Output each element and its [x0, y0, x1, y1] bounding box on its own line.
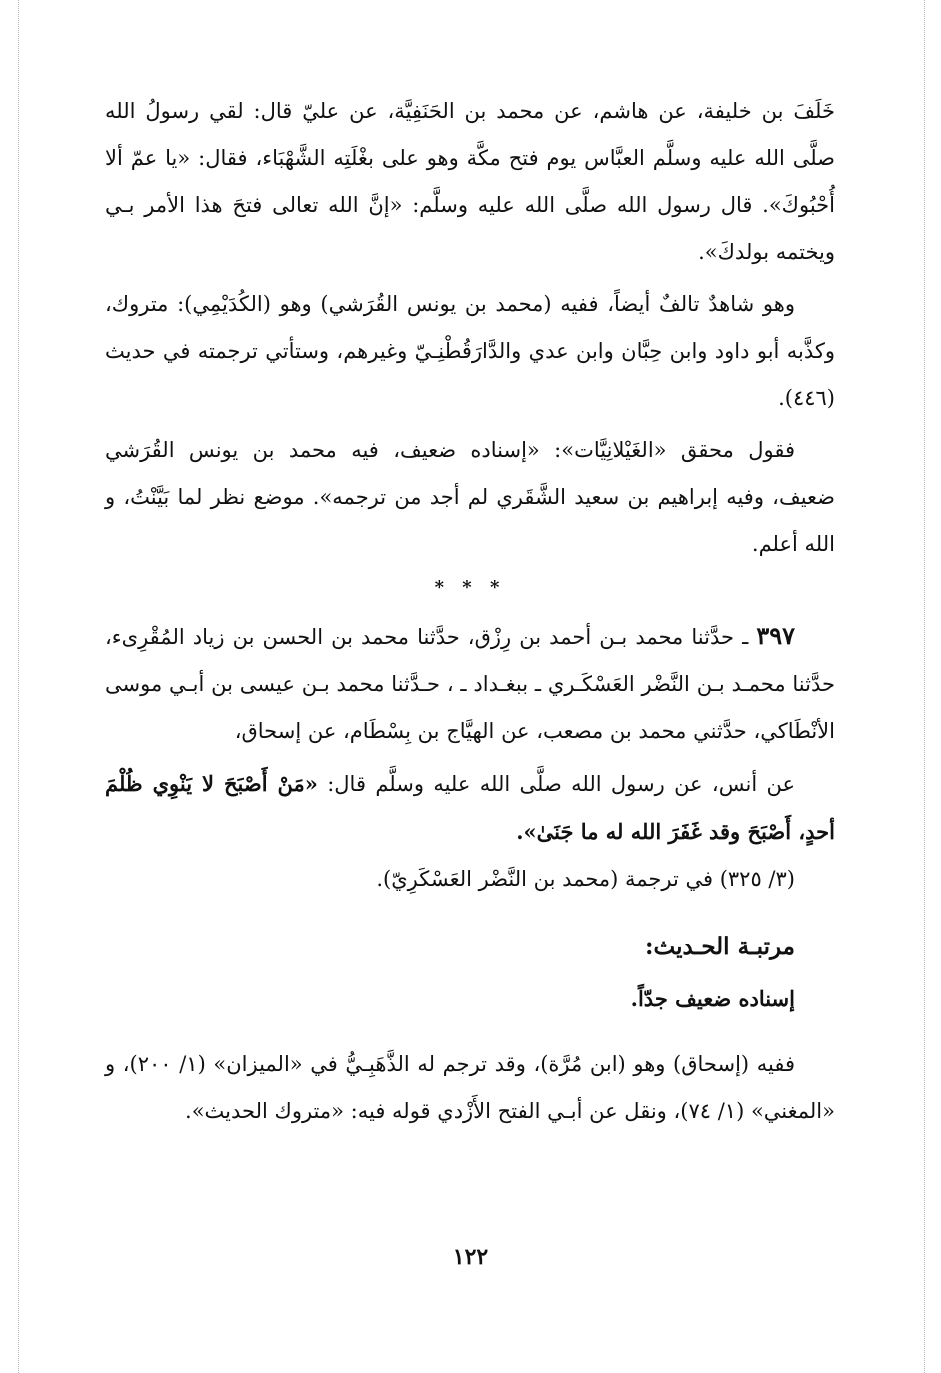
matn-text: «مَنْ أَصْبَحَ لا يَنْوِي ظُلْمَ أحدٍ، أَصْبَحَ وقد غَفَرَ الله له ما جَنَىٰ».	[105, 771, 835, 844]
page-number: ١٢٢	[452, 1244, 489, 1270]
paragraph-grade-explanation: ففيه (إسحاق) وهو (ابن مُرَّة)، وقد ترجم له الذَّهَبِـيُّ في «الميزان» (١/ ٢٠٠)، و «المغني» (١/ ٧٤)، ونقل عن أبـي الفتح الأَزْدي قوله فيه: «متروك الحديث».	[105, 1052, 835, 1123]
paragraph-hadith-isnad	[105, 612, 835, 755]
paragraph-source-reference: (٣/ ٣٢٥) في ترجمة (محمد بن النَّضْر العَسْكَرِيّ).	[376, 867, 795, 891]
paragraph-critique: فقول محقق «الغَيْلانِيَّات»: «إسناده ضعيف، فيه محمد بن يونس القُرَشي ضعيف، وفيه إبراهيم بن سعيد الشَّقَري لم أجد من ترجمه». موضع نظر لما بَيَّنْتُ، و الله أعلم.	[105, 438, 835, 556]
page-body	[105, 88, 835, 1135]
paragraph-hadith-matn	[105, 760, 835, 856]
hadith-number: ٣٩٧	[756, 621, 795, 650]
grade-statement: إسناده ضعيف جدّاً.	[630, 986, 795, 1011]
paragraph-commentary: وهو شاهدٌ تالفٌ أيضاً، ففيه (محمد بن يونس القُرَشي) وهو (الكُدَيْمِي): متروك، وكذَّبه أبو داود وابن حِبَّان وابن عدي والدَّارَقُطْنِـيّ وغيرهم، وستأتي ترجمته في حديث (٤٤٦).	[105, 292, 835, 410]
matn-intro: عن أنس، عن رسول الله صلَّى الله عليه وسلَّم قال:	[327, 772, 795, 796]
section-heading: مرتبـة الحـديث:	[645, 933, 795, 960]
right-margin-rule	[924, 0, 925, 1373]
paragraph-hadith-text: خَلَفَ بن خليفة، عن هاشم، عن محمد بن الحَنَفِيَّة، عن عليّ قال: لقي رسولُ الله صلَّى الله عليه وسلَّم العبَّاس يوم فتح مكَّة وهو على بغْلَتِه الشَّهْبَاء، فقال: «يا عمّ ألا أُحْبُوكَ». قال رسول الله صلَّى الله عليه وسلَّم: «إنَّ الله تعالى فتحَ هذا الأمر بـي ويختمه بولدكَ».	[105, 99, 835, 264]
section-separator: * * *	[434, 577, 506, 598]
isnad-text: ـ حدَّثنا محمد بـن أحمد بن رِزْق، حدَّثنا محمد بن الحسن بن زياد المُقْرِىء، حدَّثنا محمـد بـن النَّضْر العَسْكَـري ـ ببغـداد ـ ، حـدَّثنا محمد بـن عيسى بن أبـي موسى الأنْطَاكي، حدَّثني محمد بن مصعب، عن الهيَّاج بن بِسْطَام، عن إسحاق،	[105, 625, 835, 743]
left-margin-rule	[18, 0, 19, 1373]
